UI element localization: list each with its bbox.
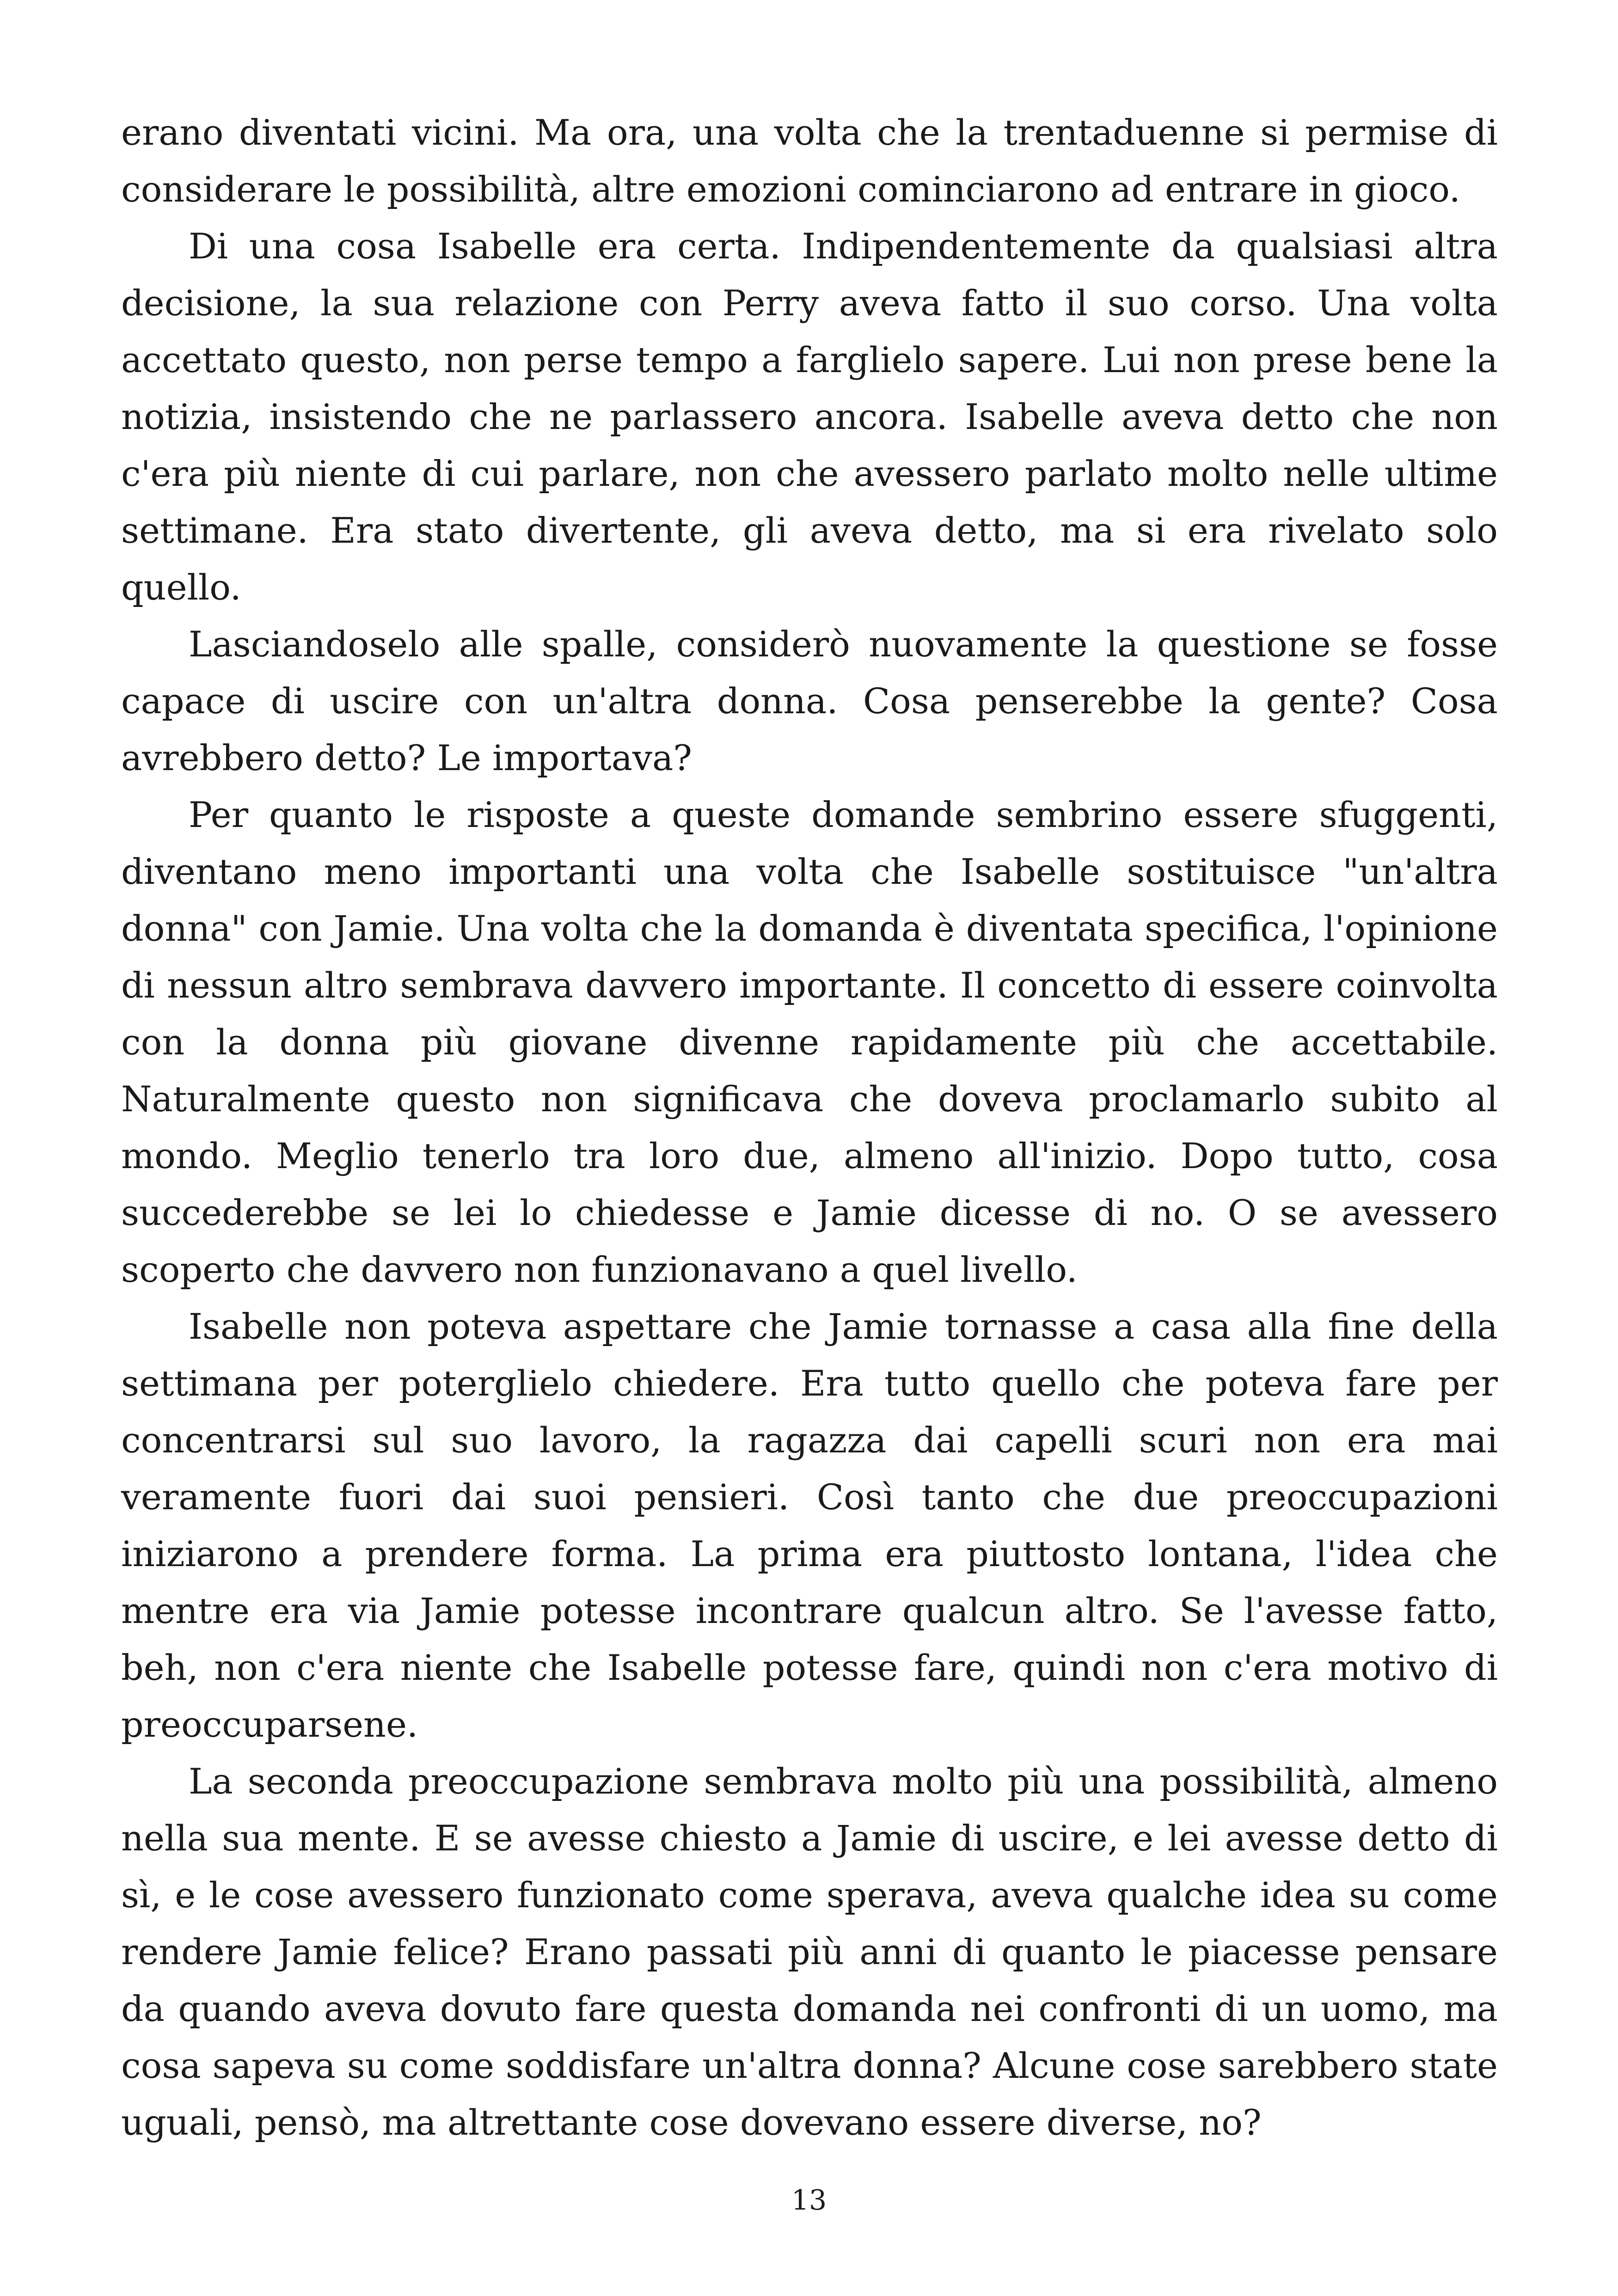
paragraph: Per quanto le risposte a queste domande sembrino essere sfuggenti, diventano meno importanti una volta che Isabelle sostituisce "un'altra donna" con Jamie. Una volta che la domanda è diventata specifica, l'opinione di nessun altro sembrava davvero importante. Il concetto di essere coinvolta con la donna più giovane divenne rapidamente più che accettabile. Naturalmente questo non significava che doveva proclamarlo subito al mondo. Meglio tenerlo tra loro due, almeno all'inizio. Dopo tutto, cosa succederebbe se lei lo chiedesse e Jamie dicesse di no. O se avessero scoperto che davvero non funzionavano a quel livello. [121,794,1498,1290]
page-number: 13 [791,2184,827,2216]
paragraph: La seconda preoccupazione sembrava molto più una possibilità, almeno nella sua mente. E se avesse chiesto a Jamie di uscire, e lei avesse detto di sì, e le cose avessero funzionato come sperava, aveva qualche idea su come rendere Jamie felice? Erano passati più anni di quanto le piacesse pensare da quando aveva dovuto fare questa domanda nei confronti di un uomo, ma cosa sapeva su come soddisfare un'altra donna? Alcune cose sarebbero state uguali, pensò, ma altrettante cose dovevano essere diverse, no? [121,1761,1498,2143]
body-text [121,104,1498,2151]
paragraph: Di una cosa Isabelle era certa. Indipendentemente da qualsiasi altra decisione, la sua relazione con Perry aveva fatto il suo corso. Una volta accettato questo, non perse tempo a farglielo sapere. Lui non prese bene la notizia, insistendo che ne parlassero ancora. Isabelle aveva detto che non c'era più niente di cui parlare, non che avessero parlato molto nelle ultime settimane. Era stato divertente, gli aveva detto, ma si era rivelato solo quello. [121,226,1498,608]
paragraph: Lasciandoselo alle spalle, considerò nuovamente la questione se fosse capace di uscire con un'altra donna. Cosa penserebbe la gente? Cosa avrebbero detto? Le importava? [121,624,1498,778]
paragraph-continued: erano diventati vicini. Ma ora, una volta che la trentaduenne si permise di considerare le possibilità, altre emozioni cominciarono ad entrare in gioco. [121,112,1498,210]
paragraph: Isabelle non poteva aspettare che Jamie tornasse a casa alla fine della settimana per poterglielo chiedere. Era tutto quello che poteva fare per concentrarsi sul suo lavoro, la ragazza dai capelli scuri non era mai veramente fuori dai suoi pensieri. Così tanto che due preoccupazioni iniziarono a prendere forma. La prima era piuttosto lontana, l'idea che mentre era via Jamie potesse incontrare qualcun altro. Se l'avesse fatto, beh, non c'era niente che Isabelle potesse fare, quindi non c'era motivo di preoccuparsene. [121,1306,1498,1745]
